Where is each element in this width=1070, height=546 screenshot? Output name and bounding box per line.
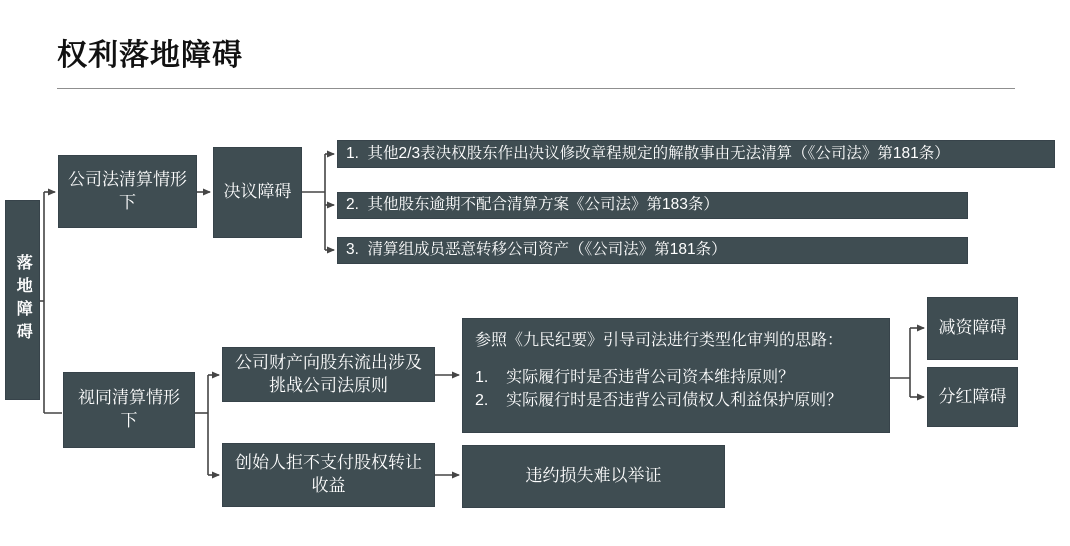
node-breach-loss-proof: 违约损失难以举证: [462, 445, 725, 508]
guideline-item-1: 1. 实际履行时是否违背公司资本维持原则？: [475, 369, 795, 387]
guideline-title: 参照《九民纪要》引导司法进行类型化审判的思路：: [475, 332, 844, 349]
guideline-panel: [462, 318, 890, 433]
node-dividend-obstacle: 分红障碍: [927, 367, 1018, 427]
node-founder-refusal: 创始人拒不支付股权转让收益: [222, 443, 435, 507]
node-resolution-obstacle: 决议障碍: [213, 147, 302, 238]
node-capital-reduction-obstacle: 减资障碍: [927, 297, 1018, 360]
node-company-law-liquidation: 公司法清算情形下: [58, 155, 197, 228]
title-underline: [57, 88, 1015, 89]
obstacle-item-3: 3. 清算组成员恶意转移公司资产（《公司法》第181条）: [337, 237, 968, 264]
obstacle-item-2: 2. 其他股东逾期不配合清算方案《公司法》第183条）: [337, 192, 968, 219]
obstacle-item-1: 1. 其他2/3表决权股东作出决议修改章程规定的解散事由无法清算（《公司法》第181条）: [337, 140, 1055, 168]
root-node-obstacle: 落地障碍: [5, 200, 40, 400]
node-asset-outflow: 公司财产向股东流出涉及挑战公司法原则: [222, 347, 435, 402]
node-deemed-liquidation: 视同清算情形下: [63, 372, 195, 448]
page-title: 权利落地障碍: [57, 39, 243, 72]
guideline-item-2: 2. 实际履行时是否违背公司债权人利益保护原则？: [475, 392, 843, 410]
